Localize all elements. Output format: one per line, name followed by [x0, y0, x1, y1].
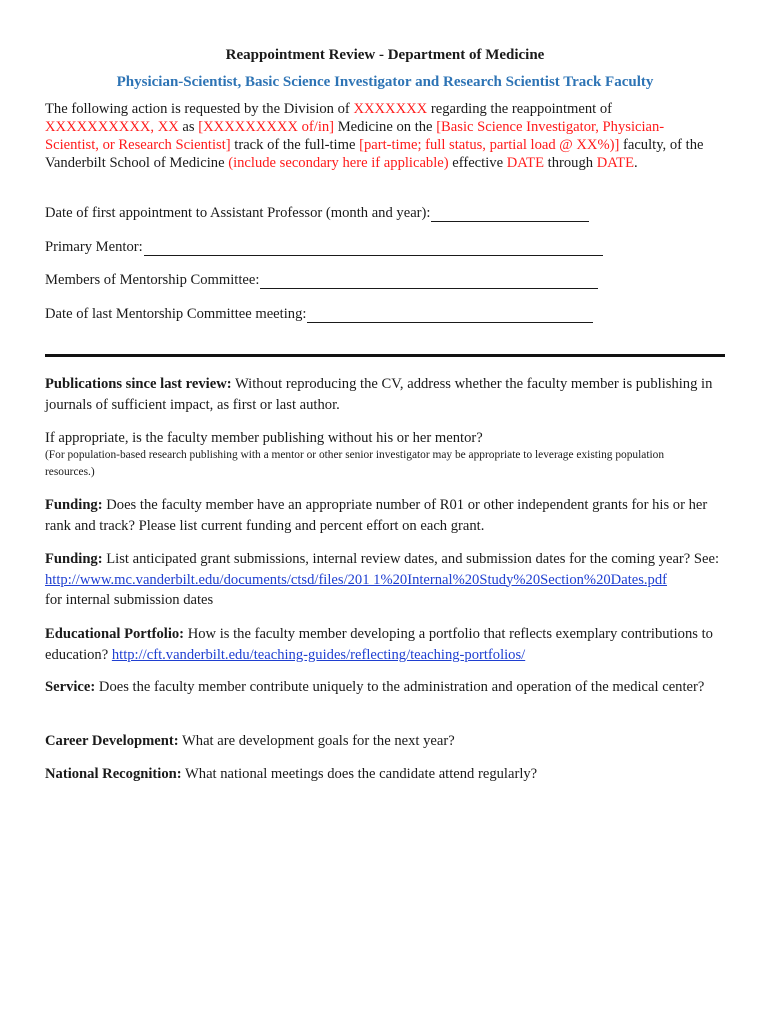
intro-text: Medicine on the — [334, 119, 437, 135]
national-recognition-label: National Recognition: — [45, 766, 182, 782]
intro-text: as — [178, 119, 199, 135]
first-appointment-field — [45, 205, 589, 222]
publications-label: Publications since last review: — [45, 376, 232, 392]
mentor-question-text: If appropriate, is the faculty member publishing without his or her mentor? — [45, 430, 483, 446]
section-divider — [45, 354, 725, 357]
status-placeholder: [part-time; full status, partial load @ XX%)] — [359, 137, 620, 153]
committee-members-blank[interactable] — [260, 274, 598, 289]
intro-text: faculty, of the Vanderbilt School of Medicine — [45, 137, 704, 171]
publications-text: Without reproducing the CV, address whether the faculty member is publishing in journals of sufficient impact, as first or last author. — [45, 376, 713, 413]
primary-mentor-blank[interactable] — [144, 241, 603, 256]
funding-section — [45, 495, 729, 536]
start-date-placeholder: DATE — [506, 155, 544, 171]
primary-mentor-field — [45, 239, 603, 256]
teaching-portfolios-link[interactable]: http://cft.vanderbilt.edu/teaching-guides/reflecting/teaching-portfolios/ — [111, 646, 526, 663]
document-title: Reappointment Review - Department of Medicine — [225, 47, 545, 63]
service-label: Service: — [45, 679, 96, 695]
funding-submissions-section — [45, 549, 729, 611]
intro-text: regarding the reappointment of — [427, 101, 613, 117]
track-placeholder: [Basic Science Investigator, Physician-Scientist, or Research Scientist] — [45, 119, 665, 153]
funding-submissions-after: for internal submission dates — [45, 592, 214, 608]
first-appointment-blank[interactable] — [431, 207, 589, 222]
career-development-section — [45, 731, 729, 752]
educational-portfolio-text: How is the faculty member developing a portfolio that reflects exemplary contributions to education? — [45, 626, 713, 663]
last-meeting-field — [45, 306, 593, 323]
first-appointment-label: Date of first appointment to Assistant Professor (month and year): — [45, 205, 431, 221]
end-date-placeholder: DATE — [596, 155, 634, 171]
last-meeting-label: Date of last Mentorship Committee meeting: — [45, 306, 307, 322]
mentor-note: (For population-based research publishing with a mentor or other senior investigator may be appropriate to leverage existing population resources.) — [45, 449, 665, 478]
mentor-question — [45, 428, 729, 449]
service-section — [45, 677, 729, 698]
funding-label: Funding: — [45, 497, 103, 513]
faculty-name-placeholder: XXXXXXXXXX, XX — [45, 119, 179, 135]
funding-submissions-label: Funding: — [45, 551, 103, 567]
committee-members-field — [45, 272, 598, 289]
rank-placeholder: [XXXXXXXXX of/in] — [198, 119, 335, 135]
service-text: Does the faculty member contribute uniquely to the administration and operation of the medical center? — [95, 679, 705, 695]
division-placeholder: XXXXXXX — [353, 101, 428, 117]
primary-mentor-label: Primary Mentor: — [45, 239, 143, 255]
committee-members-label: Members of Mentorship Committee: — [45, 272, 260, 288]
funding-text: Does the faculty member have an appropriate number of R01 or other independent grants for his or her rank and track? Please list current funding and percent effort on each grant. — [45, 497, 708, 534]
secondary-placeholder: (include secondary here if applicable) — [228, 155, 449, 171]
intro-text: . — [634, 155, 638, 171]
career-development-label: Career Development: — [45, 733, 179, 749]
educational-portfolio-section — [45, 624, 729, 665]
intro-text: through — [544, 155, 597, 171]
intro-text: The following action is requested by the Division of — [45, 101, 354, 117]
last-meeting-blank[interactable] — [307, 308, 593, 323]
intro-paragraph — [45, 100, 717, 172]
national-recognition-section — [45, 764, 729, 785]
intro-text: effective — [448, 155, 507, 171]
career-development-text: What are development goals for the next year? — [178, 733, 455, 749]
publications-section — [45, 374, 729, 415]
document-subtitle: Physician-Scientist, Basic Science Investigator and Research Scientist Track Faculty — [116, 74, 654, 90]
national-recognition-text: What national meetings does the candidate attend regularly? — [181, 766, 538, 782]
internal-study-dates-link[interactable]: http://www.mc.vanderbilt.edu/documents/ctsd/files/201 1%20Internal%20Study%20Section%20Dates.pdf — [45, 571, 668, 588]
educational-portfolio-label: Educational Portfolio: — [45, 626, 185, 642]
intro-text: track of the full-time — [230, 137, 360, 153]
funding-submissions-text: List anticipated grant submissions, internal review dates, and submission dates for the coming year? See: — [102, 551, 720, 567]
